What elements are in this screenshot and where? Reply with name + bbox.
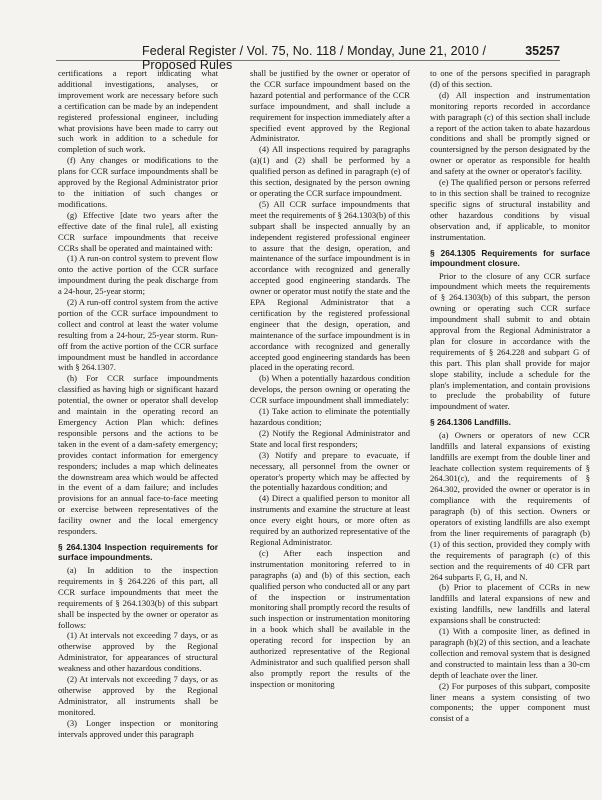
paragraph: Prior to the closure of any CCR surface impoundment which meets the requirements of § 264.1303(b) of this subpart, the person owning or operating such CCR surface impoundment shall submit to and obtain approval from the Regional Administrator a plan for closure in accordance with the requirements of § 264.228 and subpart G of this part. This plan shall provide for major slope stability, include a schedule for the plan's implementation, and contain provisions to preclude the probability of future impoundment of water. bbox=[430, 270, 590, 412]
paragraph: (a) Owners or operators of new CCR landfills and lateral expansions of existing landfills are exempt from the double liner and leachate collection system requirements of § 264.301(c), and the requirements of § 264.302, provided the owner or operator is in compliance with the requirements of paragraph (b) of this section. Owners or operators of existing landfills are also exempt from the liner requirements of paragraph (b)(1) of this section, provided they comply with the requirements of paragraph (c) of this section and the requirements of 40 CFR part 264 subparts F, G, H, and N. bbox=[430, 429, 590, 582]
paragraph: (c) After each inspection and instrumentation monitoring referred to in paragraphs (a) and (b) of this section, each qualified person who conducted all or any part of the inspection or instrumentation monitoring shall promptly record the results of such inspection or instrumentation monitoring in a book which shall be available in the operating record for inspection by an authorized representative of the Regional Administrator and such qualified person shall also promptly report the results of the inspection or monitoring bbox=[250, 547, 410, 689]
paragraph: (2) For purposes of this subpart, composite liner means a system consisting of two components; the upper component must consist of a bbox=[430, 680, 590, 724]
paragraph: (1) At intervals not exceeding 7 days, or as otherwise approved by the Regional Administrator, for appearances of structural weakness and other hazardous conditions. bbox=[58, 630, 218, 674]
paragraph: (h) For CCR surface impoundments classified as having high or significant hazard potential, the owner or operator shall develop and maintain in the operating record an Emergency Action Plan which: defines responsible persons and the actions to be taken in the event of a dam-safety emergency; provides contact information for emergency responders; includes a map which delineates the downstream area which would be affected in the event of a dam failure; and includes provisions for an annual face-to-face meeting or exercise between representatives of the facility owner and the local emergency responders. bbox=[58, 373, 218, 537]
paragraph: (2) Notify the Regional Administrator and State and local first responders; bbox=[250, 427, 410, 449]
section-heading: § 264.1305 Requirements for surface impoundment closure. bbox=[430, 247, 590, 268]
paragraph: (4) All inspections required by paragraphs (a)(1) and (2) shall be performed by a qualified person as defined in paragraph (e) of this section, designated by the person owning or operating the CCR surface impoundment. bbox=[250, 144, 410, 198]
paragraph: certifications a report indicating what additional investigations, analyses, or improvement work are necessary before such a certification can be made by an independent registered professional engineer, including what provisions have been made to carry out such work in addition to a schedule for completion of such work. bbox=[58, 68, 218, 155]
paragraph: (2) A run-off control system from the active portion of the CCR surface impoundment to collect and control at least the water volume resulting from a 24-hour, 25-year storm. Run-off from the active portion of the CCR surface impoundment must be handled in accordance with § 264.1307. bbox=[58, 297, 218, 373]
paragraph: (f) Any changes or modifications to the plans for CCR surface impoundments shall be approved by the Regional Administrator prior to the initiation of such changes or modifications. bbox=[58, 155, 218, 209]
paragraph: (3) Longer inspection or monitoring intervals approved under this paragraph bbox=[58, 717, 218, 739]
paragraph: (5) All CCR surface impoundments that meet the requirements of § 264.1303(b) of this subpart shall be inspected annually by an independent registered professional engineer to assure that the design, operation, and maintenance of the surface impoundment is in accordance with recognized and generally accepted good engineering standards. The owner or operator must notify the state and the EPA Regional Administrator that a certification by the registered professional engineer that the design, operation, and maintenance of the surface impoundment is in accordance with recognized and generally accepted good engineering standards has been placed in the operating record. bbox=[250, 198, 410, 373]
paragraph: (g) Effective [date two years after the effective date of the final rule], all existing CCR surface impoundments that receive CCRs shall be operated and maintained with: bbox=[58, 209, 218, 253]
section-heading: § 264.1304 Inspection requirements for surface impoundments. bbox=[58, 541, 218, 563]
section-heading: § 264.1306 Landfills. bbox=[430, 417, 512, 428]
paragraph: (b) Prior to placement of CCRs in new landfills and lateral expansions of new and existing landfills, new landfills and lateral expansions shall be constructed: bbox=[430, 582, 590, 626]
paragraph: (1) A run-on control system to prevent flow onto the active portion of the CCR surface impoundment during the peak discharge from a 24-hour, 25-year storm; bbox=[58, 253, 218, 297]
page-header bbox=[56, 44, 560, 72]
paragraph: (1) Take action to eliminate the potentially hazardous condition; bbox=[250, 406, 410, 427]
column-2 bbox=[250, 68, 410, 794]
paragraph: (b) When a potentially hazardous condition develops, the person owning or operating the CCR surface impoundment shall immediately: bbox=[250, 373, 410, 406]
paragraph: to one of the persons specified in paragraph (d) of this section. bbox=[430, 68, 590, 89]
column-3 bbox=[430, 68, 590, 794]
paragraph: (a) In addition to the inspection requirements in § 264.226 of this part, all CCR surface impoundments that meet the requirements of § 264.1303(b) of this subpart shall be inspected by the owner or operator as follows: bbox=[58, 564, 218, 630]
paragraph: (1) With a composite liner, as defined in paragraph (b)(2) of this section, and a leachate collection and removal system that is designed and constructed to maintain less than a 30-cm depth of leachate over the liner. bbox=[430, 626, 590, 680]
page-number: 35257 bbox=[525, 44, 560, 58]
paragraph: (3) Notify and prepare to evacuate, if necessary, all personnel from the owner or operator's property which may be affected by the potentially hazardous condition; and bbox=[250, 449, 410, 493]
column-1 bbox=[58, 68, 218, 794]
running-head: Federal Register / Vol. 75, No. 118 / Monday, June 21, 2010 / Proposed Rules bbox=[142, 44, 487, 72]
paragraph: (e) The qualified person or persons referred to in this section shall be trained to recognize specific signs of structural instability and other hazardous conditions by visual observation and, if applicable, to monitor instrumentation. bbox=[430, 177, 590, 242]
paragraph: (2) At intervals not exceeding 7 days, or as otherwise approved by the Regional Administrator, all instruments shall be monitored. bbox=[58, 674, 218, 717]
paragraph: (d) All inspection and instrumentation monitoring reports recorded in accordance with paragraph (c) of this section shall include a report of the action taken to abate hazardous conditions and shall be promptly signed or countersigned by the person designated by the owner or operator as responsible for health and safety at the owner or operator's facility. bbox=[430, 89, 590, 177]
paragraph: (4) Direct a qualified person to monitor all instruments and examine the structure at least once every eight hours, or more often as required by an authorized representative of the Regional Administrator. bbox=[250, 493, 410, 547]
paragraph: shall be justified by the owner or operator of the CCR surface impoundment based on the hazard potential and performance of the CCR surface impoundment, and shall include a requirement for inspection immediately after a specified event approved by the Regional Administrator. bbox=[250, 68, 410, 144]
